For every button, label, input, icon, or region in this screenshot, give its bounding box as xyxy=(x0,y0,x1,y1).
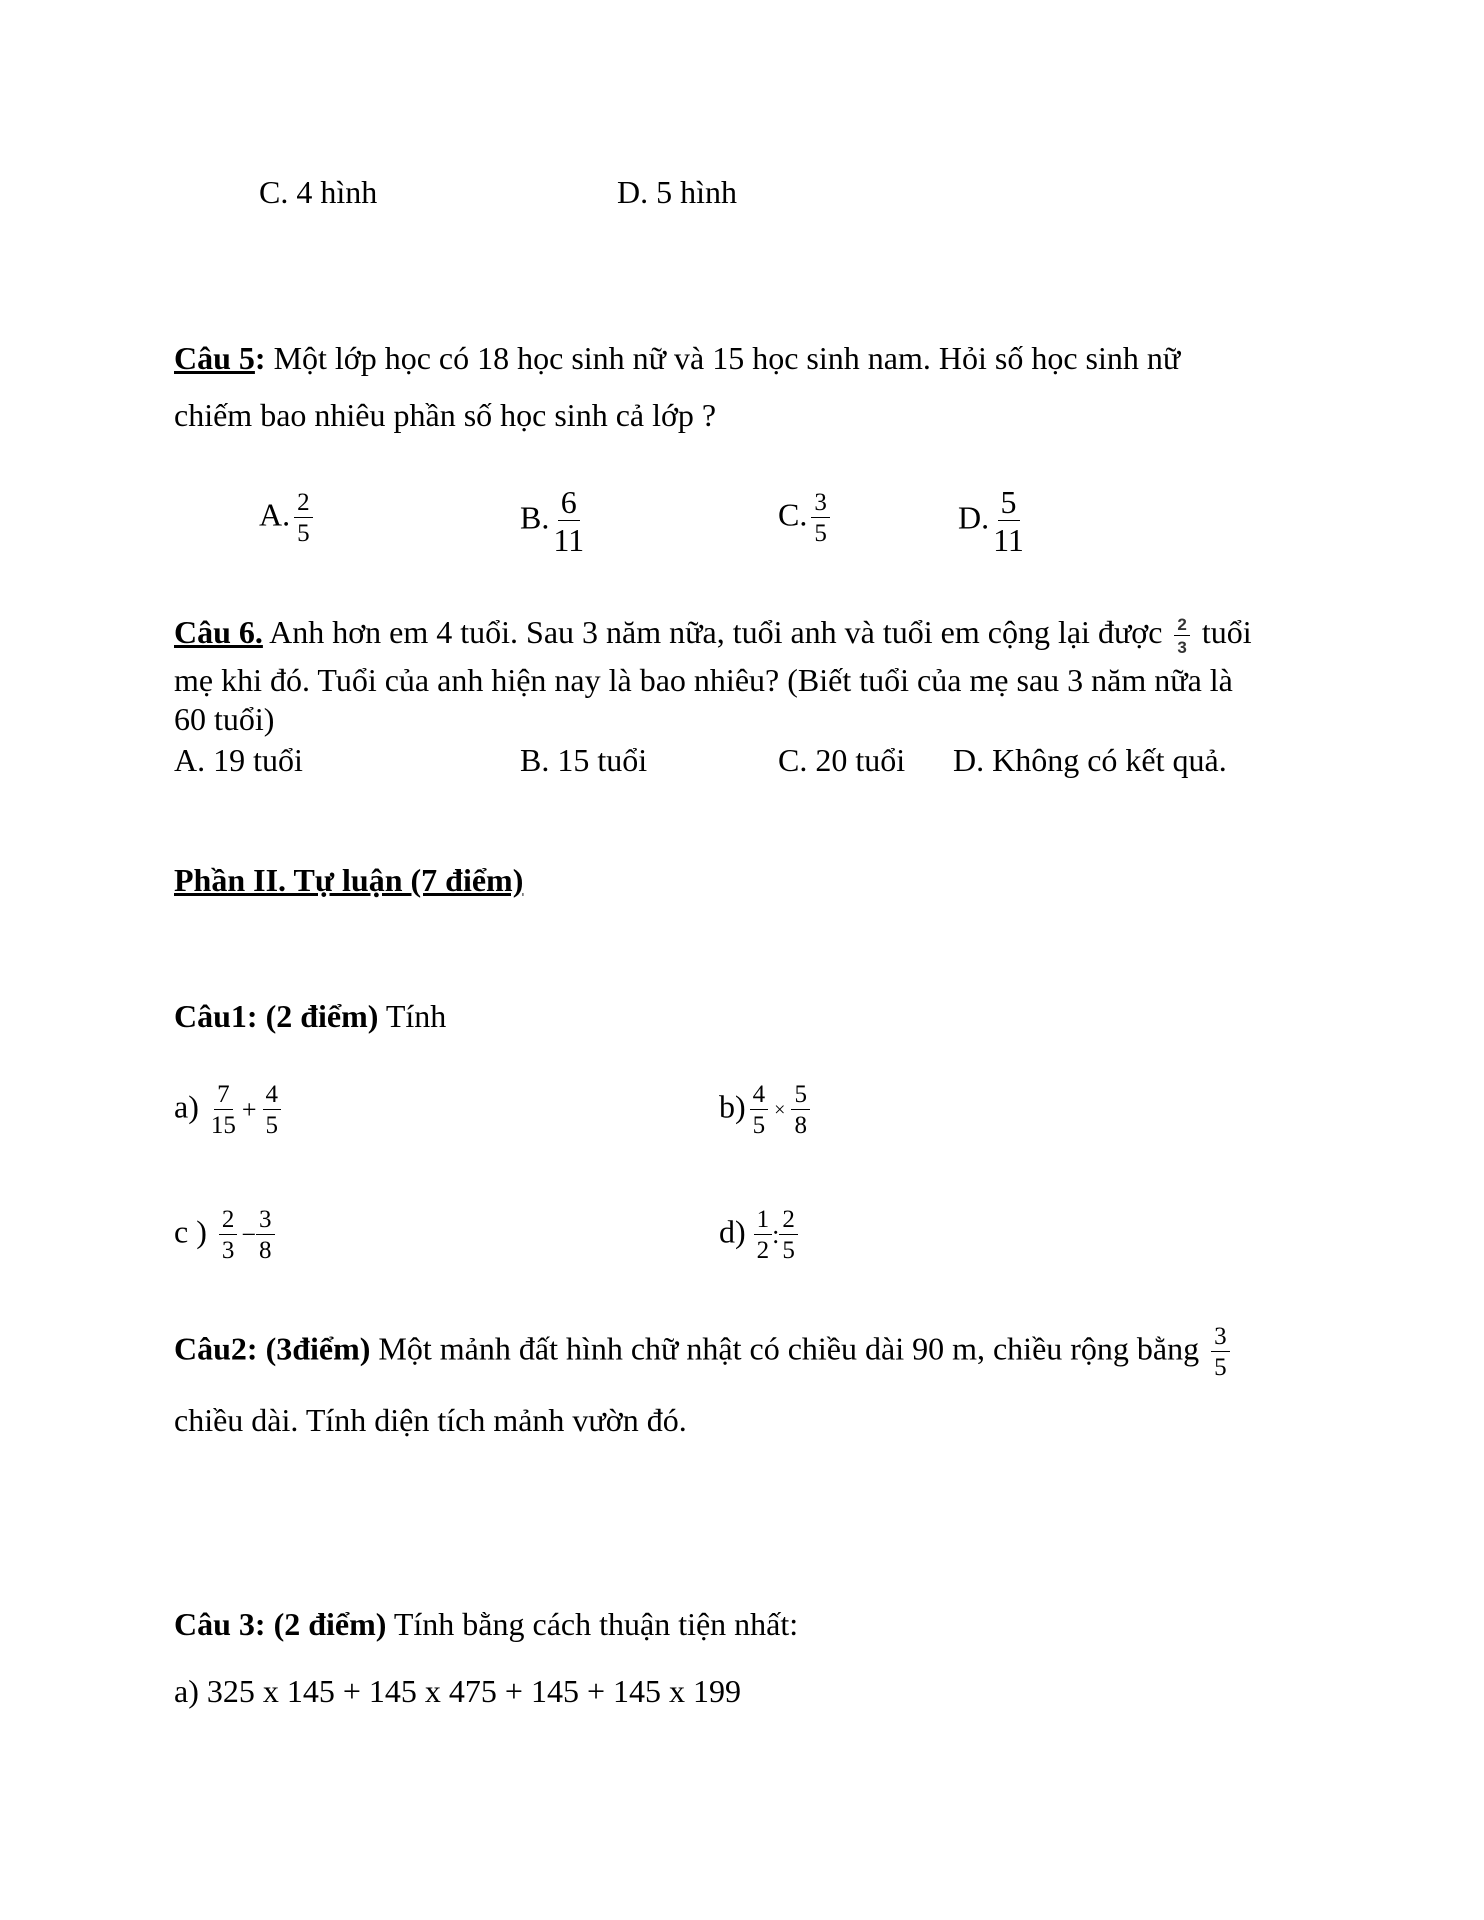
fraction xyxy=(294,490,313,546)
numerator: 3 xyxy=(811,490,830,518)
e3-heading xyxy=(174,1604,798,1644)
denominator: 5 xyxy=(1214,1354,1227,1381)
q5-label: Câu 5 xyxy=(174,340,255,376)
q6-label: Câu 6. xyxy=(174,614,263,650)
e3-part-a: a) 325 x 145 + 145 x 475 + 145 + 145 x 199 xyxy=(174,1673,741,1709)
q6-line2: mẹ khi đó. Tuổi của anh hiện nay là bao nhiêu? (Biết tuổi của mẹ sau 3 năm nữa là xyxy=(174,662,1233,698)
denominator: 11 xyxy=(993,522,1024,558)
e3-label: Câu 3: (2 điểm) xyxy=(174,1606,387,1642)
q5-colon: : xyxy=(254,340,266,376)
numerator: 5 xyxy=(998,486,1020,521)
fraction xyxy=(256,1207,275,1263)
option-letter: A. xyxy=(259,496,291,533)
e1-part-a xyxy=(174,1082,285,1138)
q6-text1b: tuổi xyxy=(1193,614,1252,650)
part2-heading: Phần II. Tự luận (7 điểm) xyxy=(174,862,524,898)
e1-label: Câu1: (2 điểm) xyxy=(174,998,379,1034)
operator: − xyxy=(241,1220,257,1249)
e1-part-c xyxy=(174,1207,275,1263)
q5-option-d xyxy=(958,486,1028,556)
q5-line1 xyxy=(174,338,1180,378)
option-letter: B. xyxy=(520,499,550,536)
e2-line1 xyxy=(174,1324,1234,1380)
q6-option-c: C. 20 tuổi xyxy=(778,742,906,778)
operator: × xyxy=(774,1099,786,1121)
operator: : xyxy=(772,1220,780,1249)
fraction xyxy=(263,1082,282,1138)
e1-part-b xyxy=(719,1082,814,1138)
denominator: 3 xyxy=(1177,637,1187,657)
denominator: 5 xyxy=(814,520,827,547)
e2-line2: chiều dài. Tính diện tích mảnh vườn đó. xyxy=(174,1402,687,1438)
fraction xyxy=(779,1207,798,1263)
fraction xyxy=(211,1082,236,1138)
e2-label: Câu2: (3điểm) xyxy=(174,1330,371,1367)
fraction xyxy=(791,1082,810,1138)
q5-line2: chiếm bao nhiêu phần số học sinh cả lớp ? xyxy=(174,397,717,433)
e2-text1: Một mảnh đất hình chữ nhật có chiều dài 90 m, chiều rộng bằng xyxy=(370,1330,1208,1367)
denominator: 5 xyxy=(782,1237,795,1264)
operator: + xyxy=(241,1095,257,1124)
denominator: 11 xyxy=(553,522,585,558)
q6-text1: Anh hơn em 4 tuổi. Sau 3 năm nữa, tuổi anh và tuổi em cộng lại được xyxy=(262,614,1171,650)
numerator: 2 xyxy=(294,490,313,518)
fraction xyxy=(1174,616,1189,656)
e1-text: Tính xyxy=(378,998,447,1034)
q6-option-a: A. 19 tuổi xyxy=(174,742,303,778)
numerator: 6 xyxy=(558,486,580,521)
e1-heading xyxy=(174,996,446,1036)
q5-option-c xyxy=(778,490,834,546)
fraction xyxy=(811,490,830,546)
numerator: 2 xyxy=(779,1207,798,1235)
fraction xyxy=(754,1207,773,1263)
fraction xyxy=(993,486,1024,556)
denominator: 5 xyxy=(265,1112,279,1139)
q6-line1 xyxy=(174,612,1252,656)
numerator: 4 xyxy=(750,1082,769,1110)
denominator: 8 xyxy=(794,1112,807,1139)
numerator: 1 xyxy=(754,1207,773,1235)
q5-text1: Một lớp học có 18 học sinh nữ và 15 học sinh nam. Hỏi số học sinh nữ xyxy=(265,340,1181,376)
numerator: 7 xyxy=(214,1082,233,1110)
q6-option-d: D. Không có kết quả. xyxy=(953,742,1227,778)
denominator: 5 xyxy=(297,520,310,547)
q4-option-d: D. 5 hình xyxy=(617,174,737,210)
numerator: 3 xyxy=(1211,1324,1230,1352)
part-prefix: d) xyxy=(719,1213,746,1250)
denominator: 2 xyxy=(756,1237,770,1264)
q6-line3: 60 tuổi) xyxy=(174,701,275,737)
numerator: 4 xyxy=(263,1082,282,1110)
q6-option-b: B. 15 tuổi xyxy=(520,742,648,778)
fraction xyxy=(219,1207,238,1263)
e3-text: Tính bằng cách thuận tiện nhất: xyxy=(386,1606,799,1642)
q5-option-b xyxy=(520,486,588,556)
option-letter: C. xyxy=(778,496,808,533)
denominator: 5 xyxy=(752,1112,766,1139)
q4-option-c: C. 4 hình xyxy=(259,174,378,210)
option-letter: D. xyxy=(958,499,990,536)
q5-option-a xyxy=(259,490,317,546)
fraction xyxy=(553,486,584,556)
fraction xyxy=(1211,1324,1230,1380)
part-prefix: c ) xyxy=(174,1213,207,1250)
numerator: 2 xyxy=(219,1207,238,1235)
denominator: 15 xyxy=(210,1112,236,1139)
numerator: 3 xyxy=(256,1207,275,1235)
part-prefix: a) xyxy=(174,1088,199,1125)
fraction xyxy=(750,1082,769,1138)
e1-part-d xyxy=(719,1207,798,1263)
numerator: 2 xyxy=(1174,616,1189,636)
numerator: 5 xyxy=(791,1082,810,1110)
part-prefix: b) xyxy=(719,1088,746,1125)
denominator: 8 xyxy=(259,1237,272,1264)
denominator: 3 xyxy=(221,1237,235,1264)
